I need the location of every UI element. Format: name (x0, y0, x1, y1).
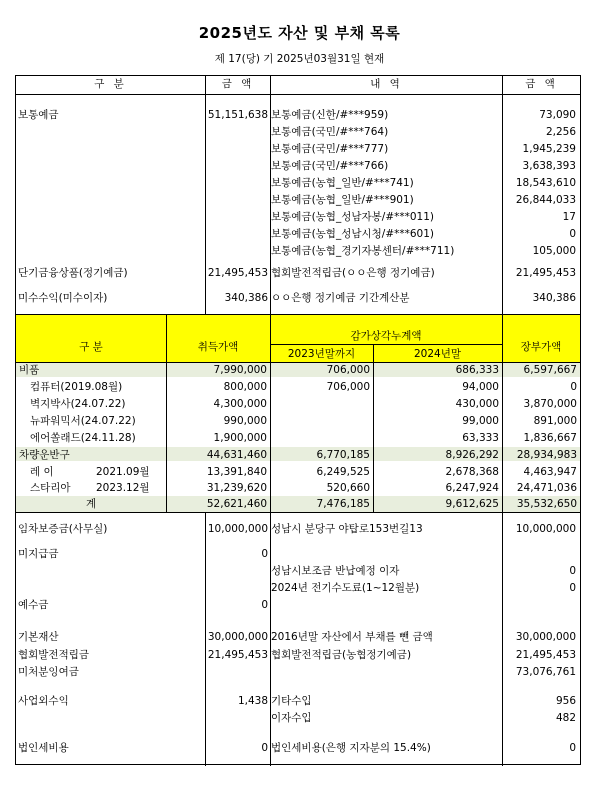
asset-accum-2024-cell: 686,333 (455, 364, 499, 376)
asset-book-cell: 0 (570, 381, 577, 393)
detail-cell: 보통예금(국민/#***766) (271, 160, 389, 172)
asset-name-cell: 벽지박사(24.07.22) (30, 398, 126, 410)
detail-amount-cell: 1,945,239 (522, 143, 576, 155)
asset-book-cell: 28,934,983 (516, 449, 577, 461)
detail-cell: 협회발전적립금(농협정기예금) (271, 649, 412, 661)
category-cell: 사업외수익 (18, 695, 69, 707)
detail-amount-cell: 0 (569, 228, 576, 240)
asset-name-cell: 차량운반구 (19, 449, 70, 461)
asset-name-cell: 레 이 (30, 466, 54, 478)
asset-book-cell: 24,471,036 (516, 482, 577, 494)
category-cell: 협회발전적립금 (18, 649, 90, 661)
detail-cell: 성남시 분당구 야탑로153번길13 (271, 523, 423, 535)
amount-cell: 0 (261, 742, 268, 754)
asset-header-accum: 감가상각누계액 (350, 330, 422, 342)
asset-accum-2024-cell: 94,000 (462, 381, 499, 393)
asset-cost-cell: 800,000 (223, 381, 267, 393)
asset-header-category: 구 분 (79, 341, 103, 353)
asset-accum-2023-cell: 6,770,185 (316, 449, 370, 461)
asset-accum-2023-cell: 706,000 (326, 381, 370, 393)
asset-cost-cell: 52,621,460 (206, 498, 267, 510)
category-cell: 미수수익(미수이자) (18, 292, 108, 304)
amount-cell: 0 (261, 548, 268, 560)
detail-cell: 보통예금(국민/#***777) (271, 143, 389, 155)
amount-cell: 21,495,453 (207, 267, 268, 279)
detail-cell: 2016년말 자산에서 부채를 뺀 금액 (271, 631, 433, 643)
asset-cost-cell: 990,000 (223, 415, 267, 427)
detail-amount-cell: 10,000,000 (515, 523, 576, 535)
asset-table-bottom (16, 512, 580, 513)
detail-amount-cell: 956 (555, 695, 576, 707)
detail-cell: 법인세비용(은행 지자분의 15.4%) (271, 742, 431, 754)
detail-amount-cell: 18,543,610 (515, 177, 576, 189)
asset-cost-cell: 1,900,000 (213, 432, 267, 444)
detail-cell: 보통예금(농협_성남시청/#***601) (271, 228, 434, 240)
amount-cell: 51,151,638 (207, 109, 268, 121)
header-divider (16, 94, 580, 95)
category-cell: 단기금융상품(정기예금) (18, 267, 128, 279)
detail-amount-cell: 26,844,033 (515, 194, 576, 206)
detail-amount-cell: 21,495,453 (515, 649, 576, 661)
header-detail-amount: 금 액 (525, 78, 558, 90)
asset-cost-cell: 7,990,000 (213, 364, 267, 376)
asset-cost-cell: 44,631,460 (206, 449, 267, 461)
detail-cell: 보통예금(농협_경기자봉센터/#***711) (271, 245, 455, 257)
asset-name-cell: 에어쏠래드(24.11.28) (30, 432, 136, 444)
detail-amount-cell: 3,638,393 (522, 160, 576, 172)
detail-cell: 협회발전적립금(ㅇㅇ은행 정기예금) (271, 267, 435, 279)
category-cell: 미지급금 (18, 548, 59, 560)
detail-amount-cell: 30,000,000 (515, 631, 576, 643)
header-detail: 내 역 (370, 78, 403, 90)
detail-amount-cell: 73,076,761 (515, 666, 576, 678)
detail-cell: 2024년 전기수도료(1~12월분) (271, 582, 420, 594)
asset-name-cell: 계 (86, 498, 97, 510)
asset-col-line-2 (270, 314, 271, 512)
asset-accum-2024-cell: 430,000 (455, 398, 499, 410)
asset-accum-2024-cell: 9,612,625 (445, 498, 499, 510)
category-cell: 법인세비용 (18, 742, 69, 754)
detail-amount-cell: 0 (569, 742, 576, 754)
category-cell: 임차보증금(사무실) (18, 523, 108, 535)
asset-cost-cell: 4,300,000 (213, 398, 267, 410)
detail-cell: 기타수입 (271, 695, 312, 707)
detail-amount-cell: 21,495,453 (515, 267, 576, 279)
detail-cell: 보통예금(농협_일반/#***741) (271, 177, 414, 189)
asset-book-cell: 3,870,000 (523, 398, 577, 410)
detail-amount-cell: 73,090 (539, 109, 576, 121)
detail-cell: ㅇㅇ은행 정기예금 기간계산분 (271, 292, 410, 304)
detail-amount-cell: 340,386 (532, 292, 576, 304)
asset-liability-sheet (15, 75, 581, 765)
asset-header-book: 장부가액 (520, 341, 562, 353)
amount-cell: 340,386 (224, 292, 268, 304)
amount-cell: 30,000,000 (207, 631, 268, 643)
detail-amount-cell: 17 (562, 211, 576, 223)
asset-accum-2023-cell: 7,476,185 (316, 498, 370, 510)
category-cell: 예수금 (18, 599, 49, 611)
asset-header-2023: 2023년말까지 (287, 348, 356, 360)
asset-accum-2024-cell: 63,333 (462, 432, 499, 444)
asset-book-cell: 4,463,947 (523, 466, 577, 478)
asset-name-cell: 뉴파워믹서(24.07.22) (30, 415, 136, 427)
amount-cell: 0 (261, 599, 268, 611)
header-amount: 금 액 (221, 78, 255, 90)
category-cell: 기본재산 (18, 631, 59, 643)
detail-cell: 보통예금(신한/#***959) (271, 109, 389, 121)
asset-accum-2023-cell: 706,000 (326, 364, 370, 376)
detail-cell: 보통예금(농협_일반/#***901) (271, 194, 414, 206)
asset-cost-cell: 31,239,620 (206, 482, 267, 494)
asset-book-cell: 35,532,650 (516, 498, 577, 510)
detail-amount-cell: 2,256 (545, 126, 576, 138)
detail-amount-cell: 482 (555, 712, 576, 724)
detail-cell: 보통예금(국민/#***764) (271, 126, 389, 138)
asset-col-line-1 (166, 314, 167, 512)
asset-date-cell: 2023.12월 (96, 482, 150, 494)
document-title: 2025년도 자산 및 부채 목록 (198, 24, 401, 42)
asset-col-line-4 (502, 314, 503, 512)
detail-amount-cell: 0 (569, 565, 576, 577)
asset-name-cell: 컴퓨터(2019.08월) (30, 381, 123, 393)
document-subtitle: 제 17(당) 기 2025년03월31일 현재 (214, 53, 385, 65)
asset-accum-2023-cell: 6,249,525 (316, 466, 370, 478)
category-cell: 미처분잉여금 (18, 666, 79, 678)
header-category: 구 분 (94, 78, 127, 90)
asset-accum-2024-cell: 99,000 (462, 415, 499, 427)
asset-book-cell: 6,597,667 (523, 364, 577, 376)
asset-date-cell: 2021.09월 (96, 466, 150, 478)
category-cell: 보통예금 (18, 109, 59, 121)
detail-cell: 성남시보조금 반납예정 이자 (271, 565, 400, 577)
asset-accum-2024-cell: 6,247,924 (445, 482, 499, 494)
amount-cell: 10,000,000 (207, 523, 268, 535)
asset-header-split (270, 344, 502, 345)
asset-book-cell: 891,000 (533, 415, 577, 427)
detail-amount-cell: 105,000 (532, 245, 576, 257)
asset-accum-2024-cell: 2,678,368 (445, 466, 499, 478)
detail-amount-cell: 0 (569, 582, 576, 594)
asset-name-cell: 스타리아 (30, 482, 71, 494)
detail-cell: 이자수입 (271, 712, 312, 724)
amount-cell: 21,495,453 (207, 649, 268, 661)
asset-cost-cell: 13,391,840 (206, 466, 267, 478)
amount-cell: 1,438 (237, 695, 268, 707)
asset-header-cost: 취득가액 (197, 341, 239, 353)
asset-accum-2024-cell: 8,926,292 (445, 449, 499, 461)
asset-name-cell: 비품 (19, 364, 40, 376)
detail-cell: 보통예금(농협_성남자봉/#***011) (271, 211, 434, 223)
asset-accum-2023-cell: 520,660 (326, 482, 370, 494)
asset-book-cell: 1,836,667 (523, 432, 577, 444)
asset-col-line-3 (373, 344, 374, 512)
asset-header-2024: 2024년말 (413, 348, 461, 360)
